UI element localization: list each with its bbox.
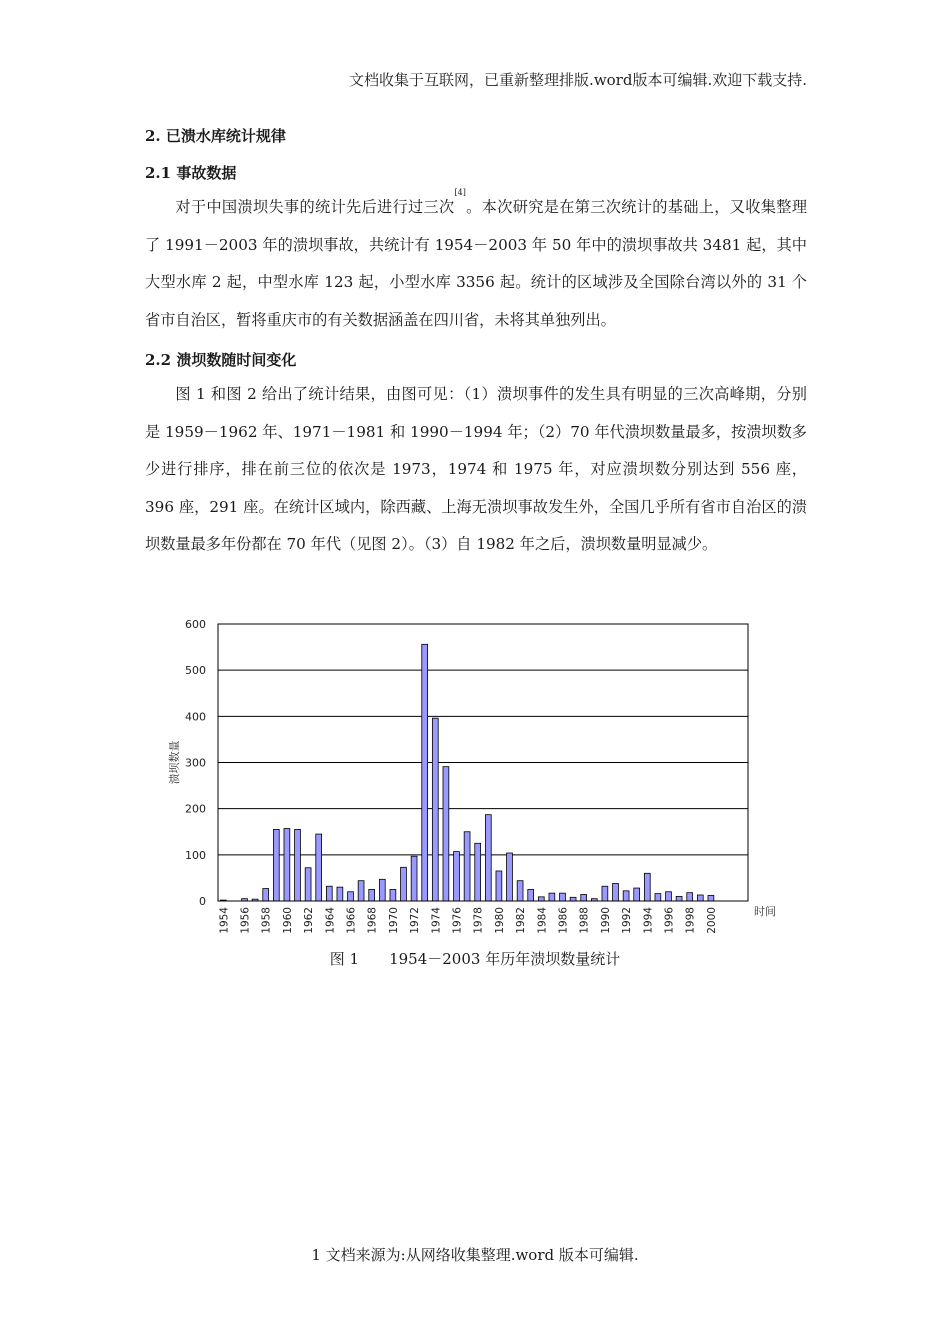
chart-y-tick-label: 300 (185, 756, 206, 770)
chart-bar-1983 (528, 889, 534, 901)
chart-bar-1962 (305, 868, 311, 901)
header-note: 文档收集于互联网，已重新整理排版.word版本可编辑.欢迎下载支持. (349, 71, 807, 89)
chart-bar-1995 (655, 894, 661, 901)
chart-bar-1958 (263, 889, 269, 901)
chart-x-tick-label: 1958 (260, 907, 273, 934)
chart-bar-1988 (581, 895, 587, 901)
chart-bar-2000 (708, 895, 714, 901)
chart-bar-1996 (666, 892, 672, 901)
chart-bar-1999 (697, 895, 703, 901)
paragraph-time-variation: 图 1 和图 2 给出了统计结果，由图可见：（1）溃坝事件的发生具有明显的三次高峰期，分别是 1959－1962 年、1971－1981 和 1990－1994 年；（2）70 年代溃坝数量最多，按溃坝数多少进行排序，排在前三位的依次是 1973，1974 和 1975 年，对应溃坝数分别达到 556 座， 396 座，291 座。在统计区域内，除西藏、上海无溃坝事故发生外，全国几乎所有省市自治区的溃坝数量最多年份都在 70 年代（见图 2）。（3）自 1982 年之后，溃坝数量明显减少。 (145, 385, 807, 553)
chart-bar-1960 (284, 829, 290, 901)
chart-y-tick-label: 0 (199, 895, 206, 908)
chart-x-tick-label: 2000 (705, 907, 718, 934)
chart-bar-1982 (517, 881, 523, 901)
chart-x-tick-label: 1980 (493, 907, 506, 934)
chart-x-axis-label: 时间 (754, 905, 776, 918)
chart-bar-1979 (485, 815, 491, 901)
chart-y-tick-label: 500 (185, 664, 206, 678)
chart-bar-1985 (549, 893, 555, 901)
chart-bar-1975 (443, 767, 449, 901)
chart-bar-1964 (326, 886, 332, 901)
reference-marker: [4] (454, 188, 466, 197)
chart-bar-1992 (623, 891, 629, 901)
chart-y-tick-labels (185, 618, 206, 908)
chart-x-tick-label: 1968 (366, 907, 379, 934)
chart-x-tick-label: 1996 (663, 907, 676, 934)
chart-y-tick-label: 200 (185, 802, 206, 816)
chart-x-tick-label: 1966 (345, 907, 358, 934)
chart-x-tick-label: 1970 (387, 907, 400, 934)
section-2-title: 2. 已溃水库统计规律 (145, 127, 286, 145)
dam-failure-bar-chart (160, 610, 800, 945)
chart-bar-1997 (676, 896, 682, 901)
chart-bar-1965 (337, 887, 343, 901)
chart-bar-1977 (464, 832, 470, 901)
chart-bar-1967 (358, 881, 364, 901)
chart-x-tick-label: 1998 (684, 907, 697, 934)
chart-x-tick-label: 1988 (578, 907, 591, 934)
chart-x-tick-label: 1978 (472, 907, 485, 934)
chart-bar-1971 (401, 867, 407, 901)
chart-x-tick-label: 1986 (557, 907, 570, 934)
chart-x-tick-label: 1960 (281, 907, 294, 934)
section-2-1-title: 2.1 事故数据 (145, 164, 237, 182)
chart-x-tick-label: 1962 (303, 907, 316, 934)
chart-x-tick-label: 1974 (430, 907, 443, 934)
chart-bar-1973 (422, 644, 428, 901)
chart-x-tick-label: 1990 (599, 907, 612, 934)
chart-bar-1970 (390, 889, 396, 901)
chart-bar-1998 (687, 893, 693, 901)
section-2-2-title: 2.2 溃坝数随时间变化 (145, 351, 297, 369)
chart-bar-1990 (602, 886, 608, 901)
paragraph-accident-data-part2: 。本次研究是在第三次统计的基础上，又收集整理了 1991－2003 年的溃坝事故，共统计有 1954－2003 年 50 年中的溃坝事故共 3481 起，其中大型水库 2 起，中型水库 123 起，小型水库 3356 起。统计的区域涉及全国除台湾以外的 31 个省市自治区，暂将重庆市的有关数据涵盖在四川省，未将其单独列出。 (145, 198, 808, 329)
chart-x-tick-label: 1976 (451, 907, 464, 934)
chart-x-tick-label: 1954 (218, 907, 231, 934)
chart-bar-1987 (570, 897, 576, 901)
chart-y-tick-label: 600 (185, 618, 206, 631)
chart-x-tick-label: 1992 (621, 907, 634, 934)
chart-bar-1980 (496, 871, 502, 901)
chart-x-tick-labels (218, 907, 718, 934)
chart-bar-1969 (379, 879, 385, 901)
chart-bar-1963 (316, 834, 322, 901)
chart-bar-1959 (273, 829, 279, 901)
chart-bar-1984 (538, 897, 544, 901)
chart-y-tick-label: 400 (185, 710, 206, 724)
chart-bar-1974 (432, 718, 438, 901)
chart-bar-1972 (411, 856, 417, 901)
chart-x-tick-label: 1984 (536, 907, 549, 934)
chart-x-tick-label: 1994 (642, 907, 655, 934)
chart-bar-1976 (454, 852, 460, 901)
chart-bars (220, 644, 713, 901)
chart-x-tick-label: 1956 (239, 907, 252, 934)
chart-bar-1993 (634, 888, 640, 901)
chart-bar-1966 (348, 892, 354, 901)
chart-svg (160, 610, 800, 945)
chart-bar-1994 (644, 873, 650, 901)
chart-bar-1991 (613, 883, 619, 901)
paragraph-accident-data (145, 189, 807, 339)
chart-bar-1981 (507, 853, 513, 901)
chart-x-tick-label: 1982 (515, 907, 528, 934)
chart-x-tick-label: 1972 (409, 907, 422, 934)
chart-bar-1978 (475, 843, 481, 901)
chart-bar-1961 (295, 829, 301, 901)
footer-note: 1 文档来源为:从网络收集整理.word 版本可编辑. (311, 1246, 639, 1264)
chart-bar-1986 (560, 893, 566, 901)
chart-x-tick-label: 1964 (324, 907, 337, 934)
chart-y-tick-label: 100 (185, 848, 206, 862)
chart-y-axis-label: 溃坝数量 (168, 740, 181, 785)
figure-caption: 图 1 1954－2003 年历年溃坝数量统计 (329, 950, 621, 968)
chart-bar-1968 (369, 889, 375, 901)
paragraph-accident-data-part1: 对于中国溃坝失事的统计先后进行过三次 (175, 198, 455, 216)
